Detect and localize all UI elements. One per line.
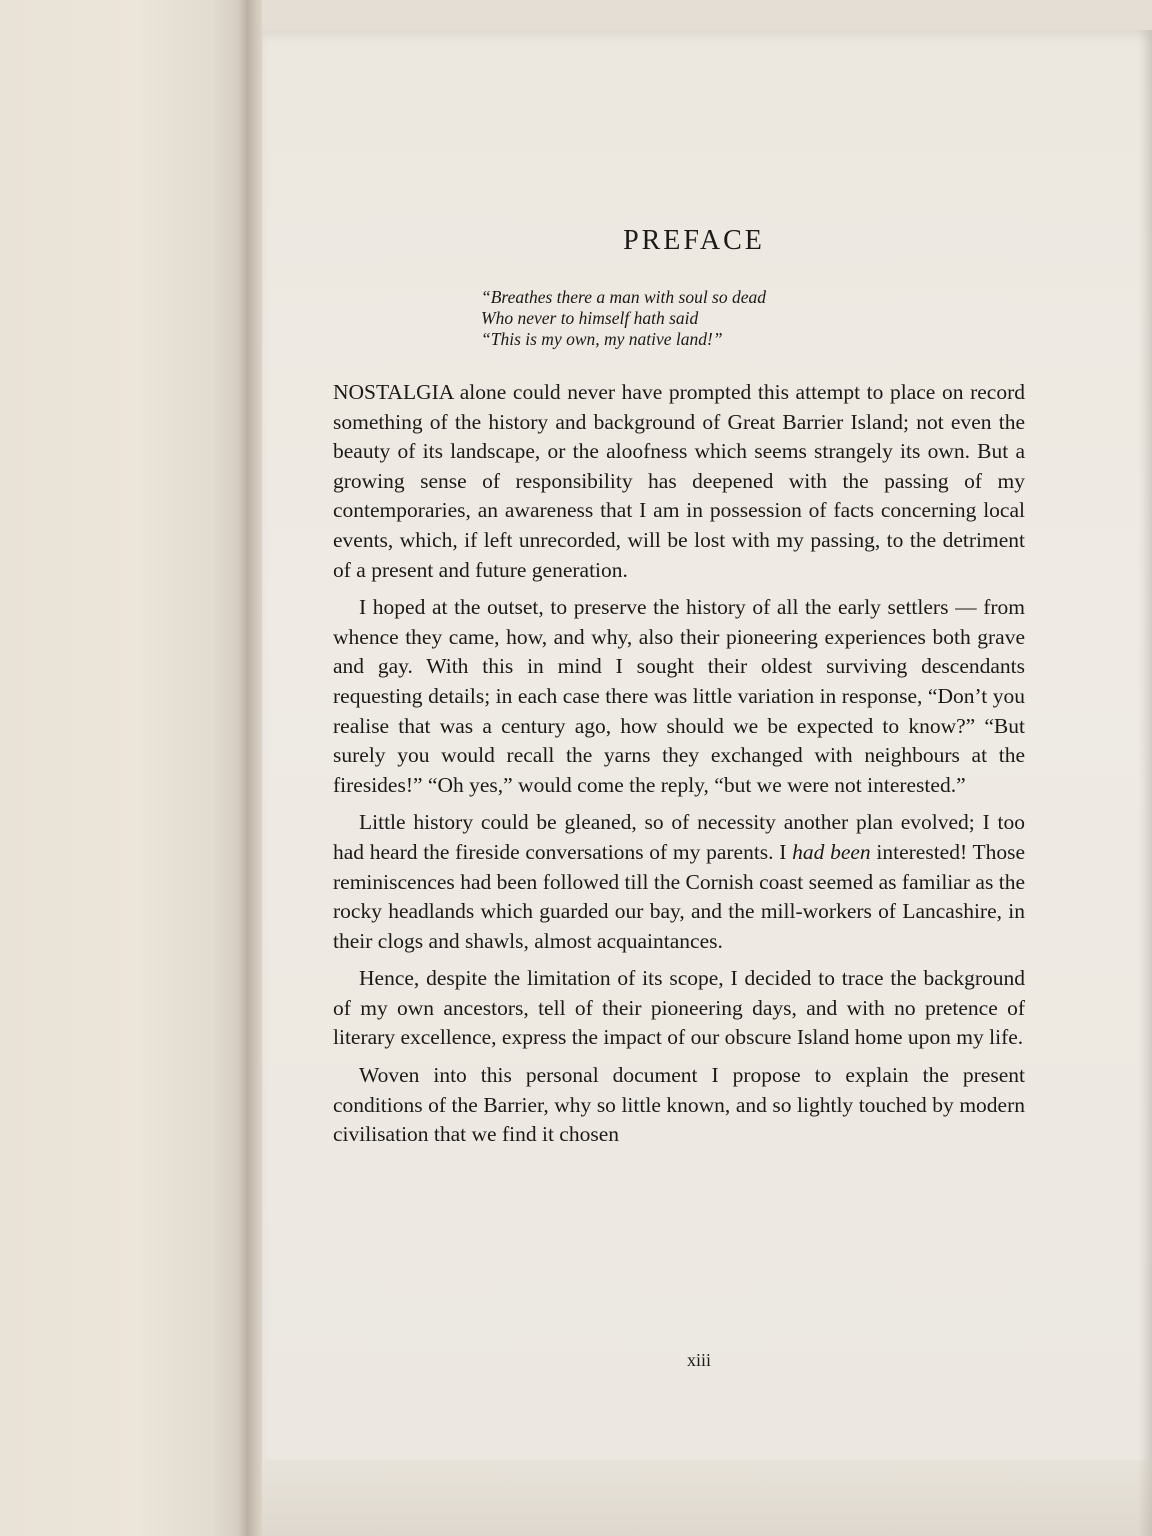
paragraph-3-text: Little history could be gleaned, so of necessity another plan evolved; I too had heard the fireside conversations of my parents. I [333,810,1025,864]
facing-page [0,0,250,1536]
page-number: xiii [686,1350,711,1370]
page-title: PREFACE [623,225,765,256]
paragraph-4: Hence, despite the limitation of its scope, I decided to trace the background of my own ancestors, tell of their pioneering days, and with no pretence of literary excellence, express the impact of our obscure Island home upon my life. [333,966,1025,1050]
paragraph-3 [333,808,1025,956]
paragraph-1: NOSTALGIA alone could never have prompted this attempt to place on record something of the history and background of Great Barrier Island; not even the beauty of its landscape, or the aloofness which seems strangely its own. But a growing sense of responsibility has deepened with the passing of my contemporaries, an awareness that I am in possession of facts concerning local events, which, if left unrecorded, will be lost with my passing, to the detriment of a present and future generation. [333,380,1025,582]
paragraph-3-text: interested! Those reminiscences had been followed till the Cornish coast seemed as familiar as the rocky headlands which guarded our bay, and the mill-workers of Lancashire, in their clogs and shawls, almost acquaintances. [333,839,1025,953]
epigraph [481,287,1025,350]
preface-text-block [333,225,1025,1158]
page-bottom-edge [262,1460,1152,1536]
paragraph-2: I hoped at the outset, to preserve the history of all the early settlers — from whence they came, how, and why, also their pioneering experiences both grave and gay. With this in mind I sought their oldest surviving descendants requesting details; in each case there was little variation in response, “Don’t you realise that was a century ago, how should we be expected to know?” “But surely you would recall the yarns they exchanged with neighbours at the firesides!” “Oh yes,” would come the reply, “but we were not interested.” [333,595,1025,797]
page-top-edge [262,0,1152,30]
epigraph-line: “This is my own, my native land!” [481,329,723,349]
page-right-edge [1138,30,1152,1536]
paragraph-5: Woven into this personal document I propose to explain the present conditions of the Barrier, why so little known, and so lightly touched by modern civilisation that we find it chosen [333,1063,1025,1147]
epigraph-line: “Breathes there a man with soul so dead [481,287,767,307]
epigraph-line: Who never to himself hath said [481,308,699,328]
paragraph-3-emphasis: had been [792,839,871,864]
